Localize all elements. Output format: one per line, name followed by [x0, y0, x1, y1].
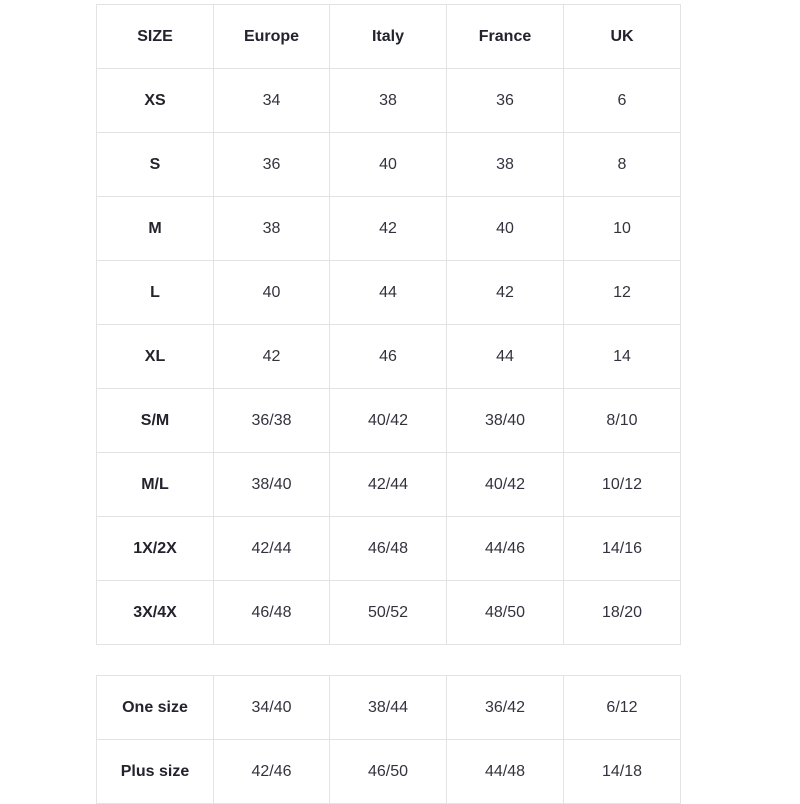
cell-uk: 10/12	[564, 453, 681, 517]
column-header-france: France	[447, 5, 564, 69]
cell-europe: 38/40	[214, 453, 330, 517]
size-conversion-table	[96, 4, 681, 645]
cell-europe: 36	[214, 133, 330, 197]
cell-europe: 46/48	[214, 581, 330, 645]
cell-france: 40/42	[447, 453, 564, 517]
cell-france: 38/40	[447, 389, 564, 453]
cell-italy: 38	[330, 69, 447, 133]
row-label: XS	[97, 69, 214, 133]
row-label: One size	[97, 676, 214, 740]
table-row	[97, 581, 681, 645]
cell-uk: 6	[564, 69, 681, 133]
row-label: Plus size	[97, 740, 214, 804]
table-row	[97, 325, 681, 389]
row-label: M	[97, 197, 214, 261]
cell-europe: 40	[214, 261, 330, 325]
cell-italy: 46/48	[330, 517, 447, 581]
table-spacer	[96, 645, 680, 675]
row-label: S/M	[97, 389, 214, 453]
table-row	[97, 517, 681, 581]
row-label: L	[97, 261, 214, 325]
cell-france: 36/42	[447, 676, 564, 740]
cell-europe: 34	[214, 69, 330, 133]
cell-uk: 6/12	[564, 676, 681, 740]
cell-uk: 14/18	[564, 740, 681, 804]
cell-uk: 14	[564, 325, 681, 389]
cell-france: 44	[447, 325, 564, 389]
cell-europe: 42/44	[214, 517, 330, 581]
cell-europe: 34/40	[214, 676, 330, 740]
cell-europe: 36/38	[214, 389, 330, 453]
cell-italy: 40	[330, 133, 447, 197]
table-row	[97, 197, 681, 261]
table-row	[97, 261, 681, 325]
column-header-size: SIZE	[97, 5, 214, 69]
cell-france: 48/50	[447, 581, 564, 645]
table-row	[97, 133, 681, 197]
row-label: XL	[97, 325, 214, 389]
row-label: 1X/2X	[97, 517, 214, 581]
cell-italy: 42	[330, 197, 447, 261]
cell-europe: 38	[214, 197, 330, 261]
cell-france: 36	[447, 69, 564, 133]
cell-italy: 40/42	[330, 389, 447, 453]
table-row	[97, 453, 681, 517]
cell-uk: 10	[564, 197, 681, 261]
cell-uk: 8	[564, 133, 681, 197]
cell-france: 40	[447, 197, 564, 261]
column-header-europe: Europe	[214, 5, 330, 69]
row-label: S	[97, 133, 214, 197]
cell-uk: 18/20	[564, 581, 681, 645]
cell-france: 38	[447, 133, 564, 197]
table-row	[97, 69, 681, 133]
cell-europe: 42	[214, 325, 330, 389]
cell-italy: 38/44	[330, 676, 447, 740]
cell-italy: 46/50	[330, 740, 447, 804]
column-header-italy: Italy	[330, 5, 447, 69]
cell-italy: 42/44	[330, 453, 447, 517]
cell-france: 44/48	[447, 740, 564, 804]
cell-uk: 12	[564, 261, 681, 325]
table-row	[97, 389, 681, 453]
table-header-row	[97, 5, 681, 69]
cell-france: 42	[447, 261, 564, 325]
column-header-uk: UK	[564, 5, 681, 69]
one-size-conversion-table	[96, 675, 681, 804]
table-row	[97, 676, 681, 740]
cell-uk: 8/10	[564, 389, 681, 453]
table-row	[97, 740, 681, 804]
cell-europe: 42/46	[214, 740, 330, 804]
cell-france: 44/46	[447, 517, 564, 581]
cell-uk: 14/16	[564, 517, 681, 581]
row-label: M/L	[97, 453, 214, 517]
cell-italy: 44	[330, 261, 447, 325]
cell-italy: 46	[330, 325, 447, 389]
cell-italy: 50/52	[330, 581, 447, 645]
row-label: 3X/4X	[97, 581, 214, 645]
